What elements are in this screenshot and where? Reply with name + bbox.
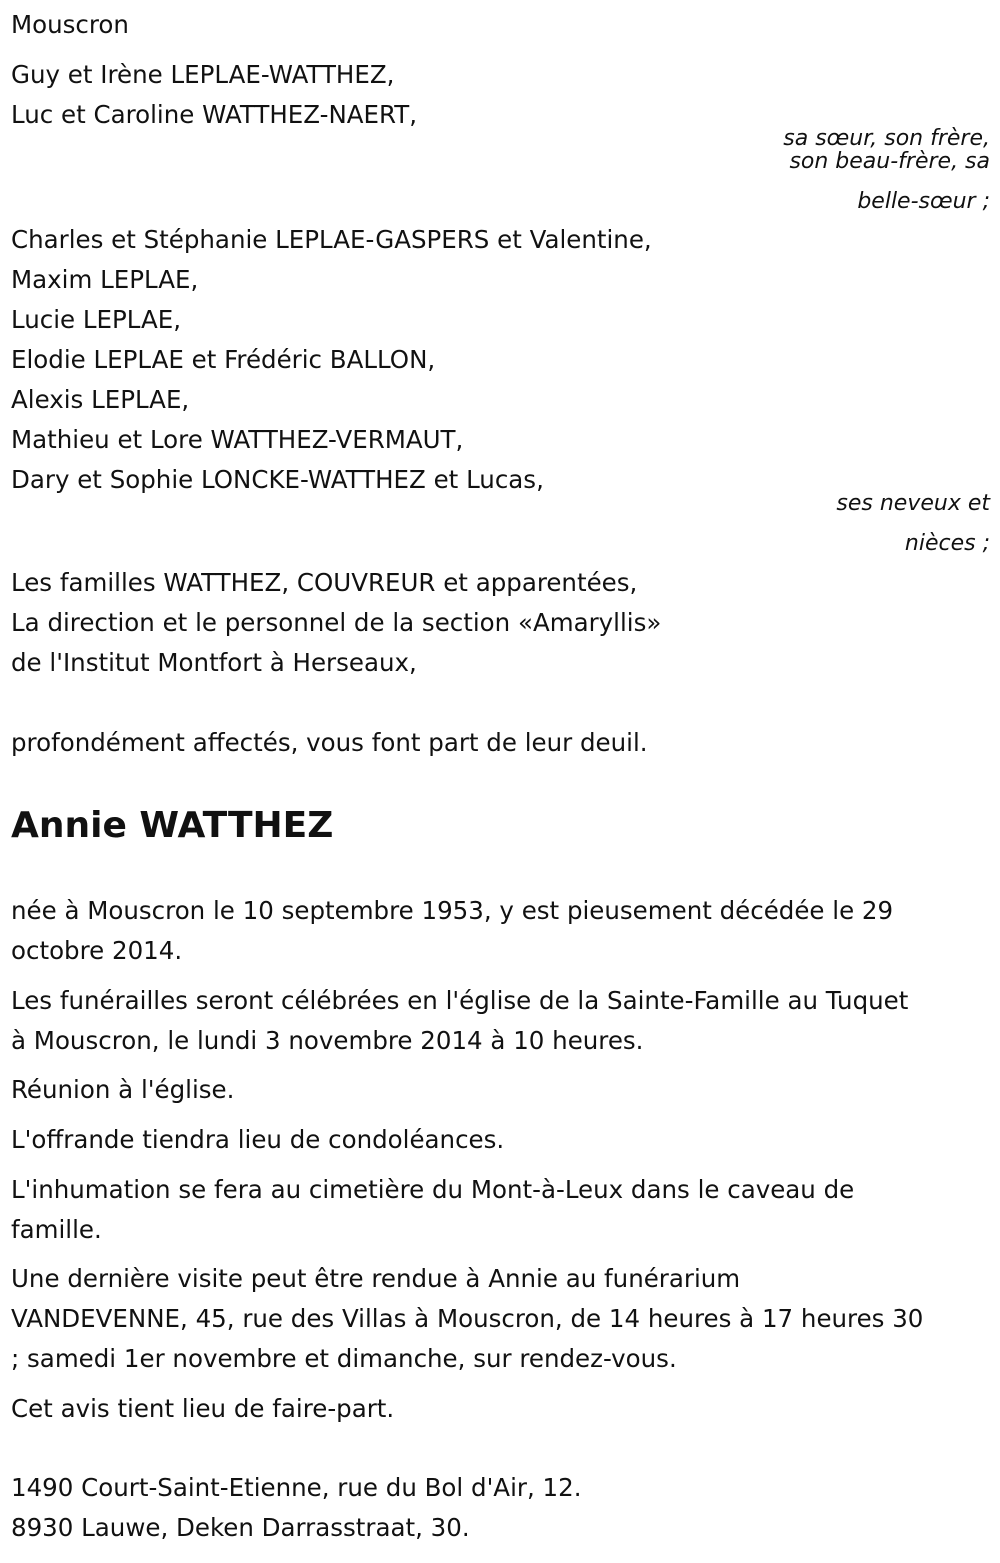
- detail-line: L'offrande tiendra lieu de condoléances.: [11, 1125, 505, 1154]
- family-line: Charles et Stéphanie LEPLAE-GASPERS et Valentine,: [11, 225, 652, 254]
- detail-line: Les funérailles seront célébrées en l'église de la Sainte-Famille au Tuquet: [11, 986, 909, 1015]
- family-line: de l'Institut Montfort à Herseaux,: [11, 648, 417, 677]
- relation-line: belle-sœur ;: [857, 189, 990, 214]
- family-line: Guy et Irène LEPLAE-WATTHEZ,: [11, 60, 395, 89]
- detail-line: née à Mouscron le 10 septembre 1953, y est pieusement décédée le 29: [11, 896, 894, 925]
- detail-line: famille.: [11, 1215, 102, 1244]
- family-line: La direction et le personnel de la section «Amaryllis»: [11, 608, 662, 637]
- relation-line: son beau-frère, sa: [789, 149, 990, 174]
- detail-line: octobre 2014.: [11, 936, 183, 965]
- relation-line: nièces ;: [904, 531, 990, 556]
- family-line: Lucie LEPLAE,: [11, 305, 182, 334]
- family-line: Mathieu et Lore WATTHEZ-VERMAUT,: [11, 425, 464, 454]
- family-line: Dary et Sophie LONCKE-WATTHEZ et Lucas,: [11, 465, 544, 494]
- family-line: Luc et Caroline WATTHEZ-NAERT,: [11, 100, 418, 129]
- announcement-line: profondément affectés, vous font part de leur deuil.: [11, 728, 648, 757]
- detail-line: à Mouscron, le lundi 3 novembre 2014 à 10 heures.: [11, 1026, 644, 1055]
- relation-line: sa sœur, son frère,: [783, 126, 990, 151]
- detail-line: Réunion à l'église.: [11, 1075, 235, 1104]
- family-line: Les familles WATTHEZ, COUVREUR et apparentées,: [11, 568, 638, 597]
- address-line: 1490 Court-Saint-Etienne, rue du Bol d'Air, 12.: [11, 1473, 582, 1502]
- deceased-name: Annie WATTHEZ: [11, 805, 334, 846]
- family-line: Maxim LEPLAE,: [11, 265, 199, 294]
- detail-line: Cet avis tient lieu de faire-part.: [11, 1394, 395, 1423]
- family-line: Alexis LEPLAE,: [11, 385, 190, 414]
- detail-line: VANDEVENNE, 45, rue des Villas à Mouscron, de 14 heures à 17 heures 30: [11, 1304, 924, 1333]
- relation-line: ses neveux et: [836, 491, 990, 516]
- detail-line: Une dernière visite peut être rendue à Annie au funérarium: [11, 1264, 741, 1293]
- address-line: 8930 Lauwe, Deken Darrasstraat, 30.: [11, 1513, 470, 1542]
- family-line: Elodie LEPLAE et Frédéric BALLON,: [11, 345, 436, 374]
- detail-line: L'inhumation se fera au cimetière du Mont-à-Leux dans le caveau de: [11, 1175, 855, 1204]
- city-line: Mouscron: [11, 10, 129, 39]
- detail-line: ; samedi 1er novembre et dimanche, sur rendez-vous.: [11, 1344, 677, 1373]
